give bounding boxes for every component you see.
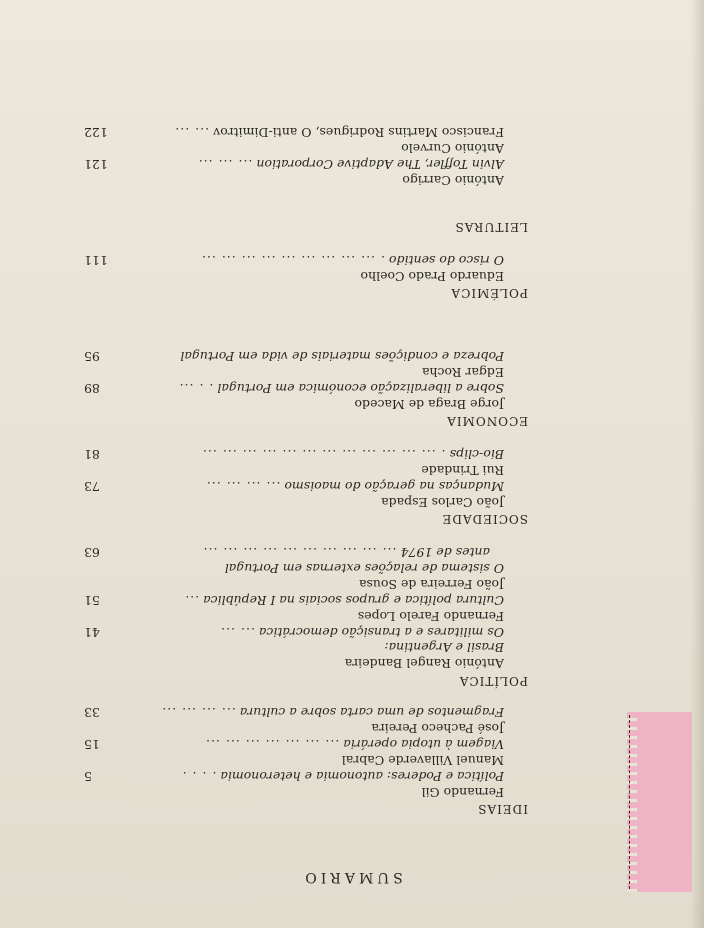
toc-author: Jorge Braga de Macedo [354, 397, 504, 412]
toc-author: Francisco Martins Rodrigues, O anti-Dimitrov ... ... [174, 125, 504, 140]
page-title: SUMARIO [301, 869, 403, 885]
toc-author: Fernando Farelo Lopes [357, 609, 504, 624]
section-heading-polemica: POLÉMICA [450, 286, 528, 300]
toc-work: Sobre a liberalização económica em Portugal . . ... [178, 381, 504, 396]
section-heading-ideias: IDEIAS [477, 802, 528, 816]
toc-page-number: 81 [84, 447, 100, 462]
toc-work: O sistema de relações externas em Portugal [224, 561, 504, 576]
toc-author: José Pacheco Pereira [371, 721, 504, 736]
toc-work: Os militares e a transição democrática ... ... [220, 625, 504, 640]
toc-page-number: 41 [84, 625, 100, 640]
toc-page-number: 111 [84, 253, 108, 268]
toc-page-number: 5 [84, 769, 92, 784]
section-heading-leituras: LEITURAS [454, 220, 528, 234]
toc-author: Edgar Rocha [422, 365, 504, 380]
toc-work: O risco do sentido . ... ... ... ... ... ... ... ... ... [200, 253, 504, 268]
toc-author: António Rangel Bandeira [344, 656, 504, 671]
toc-work: Bio-clips . ... ... ... ... ... ... ... ... ... ... ... ... [201, 447, 504, 462]
toc-author: Manuel Villaverde Cabral [341, 753, 504, 768]
toc-page-number: 121 [84, 157, 108, 172]
toc-work: Fragmentos de uma carta sobre a cultura ... ... ... ... [161, 705, 504, 720]
section-heading-sociedade: SOCIEDADE [441, 512, 528, 526]
toc-work: Viagem à utopia operária ... ... ... ... ... ... ... [205, 737, 504, 752]
toc-author: João Ferreira de Sousa [358, 577, 504, 592]
toc-author: António Carrigo [402, 173, 504, 188]
toc-work: Cultura política e grupos sociais na I República ... [184, 593, 504, 608]
toc-author: Rui Trindade [421, 463, 504, 478]
toc-work: Alvin Toffler, The Adaptive Corporation ... ... ... [197, 157, 504, 172]
toc-page-number: 95 [84, 349, 100, 364]
toc-page-number: 73 [84, 479, 100, 494]
toc-work: Mudanças na geração do maoismo ... ... ... ... [205, 479, 504, 494]
toc-page-number: 33 [84, 705, 100, 720]
sticker-perforation [629, 715, 630, 889]
pink-sticker [631, 712, 692, 892]
toc-page-number: 51 [84, 593, 100, 608]
toc-author: Eduardo Prado Coelho [360, 269, 504, 284]
toc-author: António Curvelo [401, 141, 504, 156]
toc-work: Política e Poderes: autonomia e heteronomia . . . . [181, 769, 504, 784]
toc-page-number: 122 [84, 125, 108, 140]
toc-author: Fernando Gil [421, 785, 504, 800]
section-heading-economia: ECONOMIA [446, 414, 528, 428]
toc-work: antes de 1974 ... ... ... ... ... ... ... ... ... ... [202, 545, 490, 560]
toc-page-number: 89 [84, 381, 100, 396]
toc-page-number: 15 [84, 737, 100, 752]
section-heading-politica: POLÍTICA [458, 674, 528, 688]
toc-page-number: 63 [84, 545, 100, 560]
toc-author: João Carlos Espada [381, 495, 504, 510]
toc-work: Pobreza e condições materiais de vida em Portugal [180, 349, 504, 364]
toc-work: Brasil e Argentina: [384, 640, 504, 655]
